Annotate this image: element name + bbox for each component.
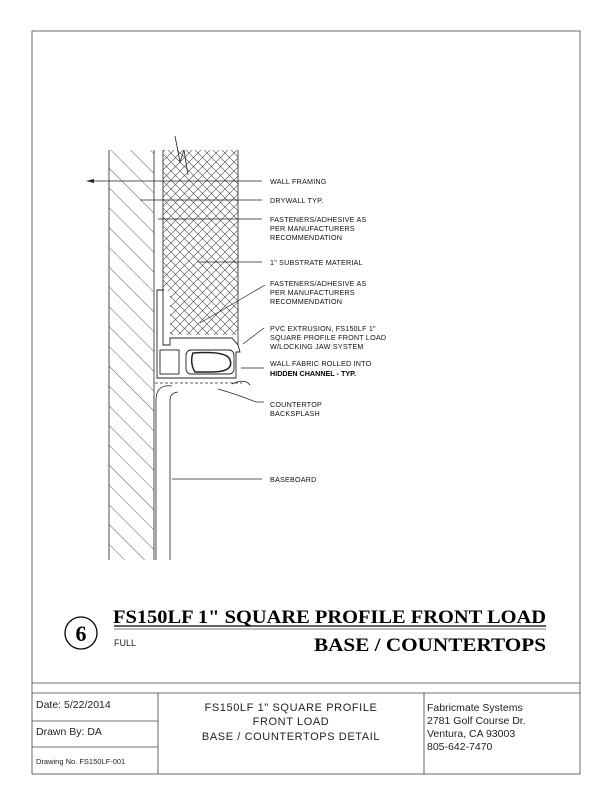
info-center-line3: BASE / COUNTERTOPS DETAIL (201, 731, 381, 743)
leader-countertop (218, 389, 264, 402)
callout-drywall: DRYWALL TYP. (270, 196, 324, 205)
callout-fasteners-1a: FASTENERS/ADHESIVE AS (270, 215, 367, 224)
callout-fabric-b: HIDDEN CHANNEL - TYP. (270, 369, 356, 378)
info-company-name: Fabricmate Systems (427, 702, 523, 714)
callout-countertop-b: BACKSPLASH (270, 409, 320, 418)
info-date: Date: 5/22/2014 (36, 699, 111, 711)
callout-substrate: 1" SUBSTRATE MATERIAL (270, 258, 363, 267)
info-company-city: Ventura, CA 93003 (427, 728, 516, 740)
info-company-street: 2781 Golf Course Dr. (427, 715, 526, 727)
callout-fabric-a: WALL FABRIC ROLLED INTO (270, 359, 372, 368)
callout-fasteners-2c: RECOMMENDATION (270, 297, 343, 306)
info-drawn-by: Drawn By: DA (36, 726, 102, 738)
callout-pvc-c: W/LOCKING JAW SYSTEM (270, 342, 364, 351)
detail-title (65, 607, 546, 656)
callout-fasteners-2a: FASTENERS/ADHESIVE AS (270, 279, 367, 288)
detail-title-line1: FS150LF 1" SQUARE PROFILE FRONT LOAD (113, 607, 546, 628)
detail-scale: FULL (114, 638, 137, 648)
callout-countertop-a: COUNTERTOP (270, 400, 323, 409)
callout-pvc-b: SQUARE PROFILE FRONT LOAD (270, 333, 387, 342)
callout-baseboard: BASEBOARD (270, 475, 317, 484)
info-drawing-no: Drawing No. FS150LF-001 (36, 757, 126, 766)
wall-framing (109, 150, 154, 560)
info-center-line2: FRONT LOAD (252, 716, 330, 728)
detail-number: 6 (75, 621, 87, 646)
detail-title-line2: BASE / COUNTERTOPS (314, 635, 546, 656)
section-detail (86, 136, 386, 560)
info-company-phone: 805-642-7470 (427, 741, 493, 753)
callout-fasteners-1c: RECOMMENDATION (270, 233, 343, 242)
callout-wall-framing: WALL FRAMING (270, 177, 327, 186)
callout-fasteners-2b: PER MANUFACTURERS (270, 288, 355, 297)
leader-pvc (243, 328, 264, 344)
title-block (32, 693, 580, 774)
callout-fasteners-1b: PER MANUFACTURERS (270, 224, 355, 233)
callout-pvc-a: PVC EXTRUSION, FS150LF 1" (270, 324, 376, 333)
info-center-line1: FS150LF 1" SQUARE PROFILE (204, 702, 378, 714)
